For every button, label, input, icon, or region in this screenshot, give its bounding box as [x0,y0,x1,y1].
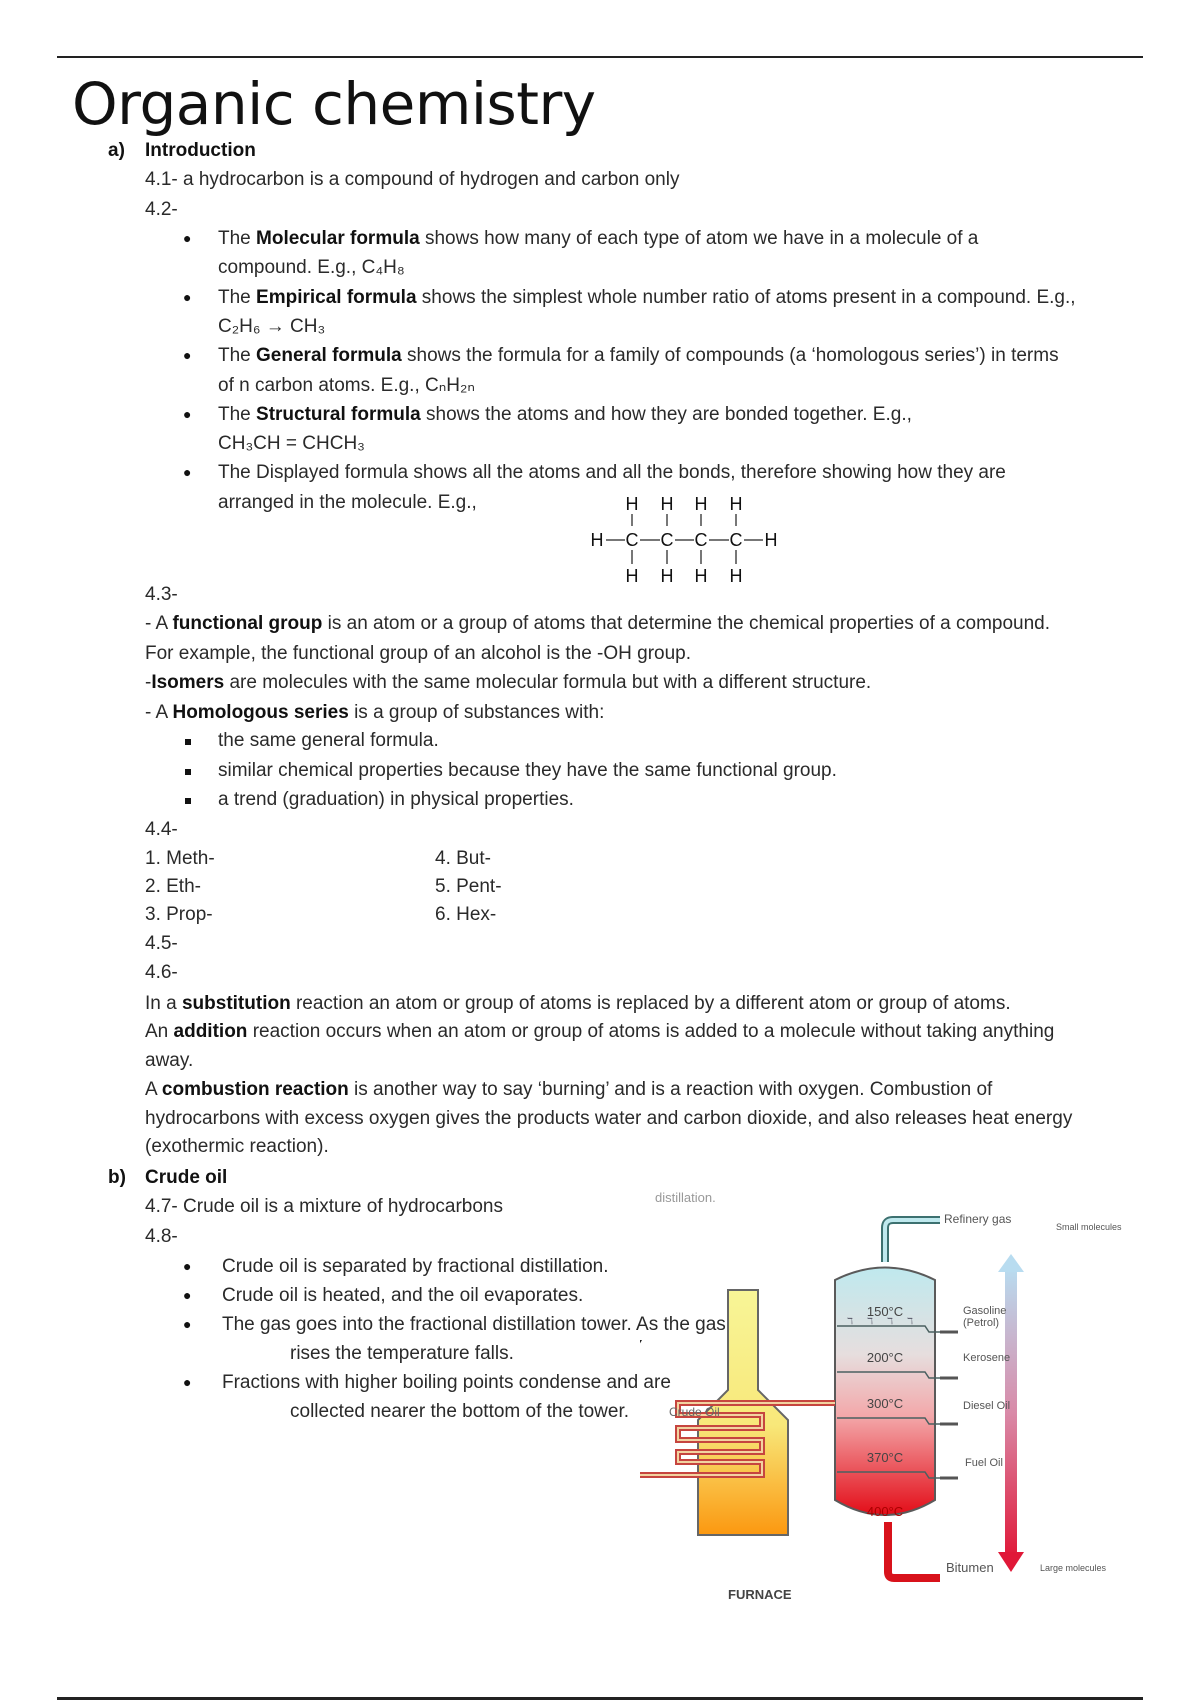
svg-text:H: H [590,530,604,550]
svg-text:370°C: 370°C [866,1450,904,1465]
combustion-definition-cont: hydrocarbons with excess oxygen gives the products water and carbon dioxide, and also releases heat energy [145,1108,1073,1129]
point-4-4-label: 4.4- [145,819,178,840]
formula-item-general: The General formula shows the formula for a family of compounds (a ‘homologous series’) in terms [218,345,1059,366]
point-4-6-label: 4.6- [145,962,178,983]
functional-group-definition: - A functional group is an atom or a group of atoms that determine the chemical properties of a compound. [145,613,1051,634]
top-rule [57,56,1143,58]
bullet-icon: ● [183,1316,192,1332]
large-molecules-label: Large molecules [1040,1563,1107,1573]
svg-text:H: H [729,566,743,586]
formula-item-empirical: The Empirical formula shows the simplest whole number ratio of atoms present in a compound. E.g., [218,287,1076,308]
point-4-2-label: 4.2- [145,199,178,220]
bullet-icon: ● [183,464,192,480]
svg-text:ℸ: ℸ [907,1317,913,1327]
svg-text:H: H [660,566,674,586]
homologous-item: a trend (graduation) in physical properties. [218,789,574,810]
svg-text:H: H [764,530,778,550]
svg-text:C: C [660,530,674,550]
bullet-icon: ● [183,347,192,363]
svg-text:H: H [625,494,639,514]
svg-text:ℸ: ℸ [847,1317,853,1327]
prefix-item: 1. Meth- [145,848,215,869]
svg-text:ℸ: ℸ [887,1317,893,1327]
crude-item-cont: rises the temperature falls. [290,1343,514,1364]
formula-example: of n carbon atoms. E.g., CₙH₂ₙ [218,375,475,396]
point-4-8-label: 4.8- [145,1226,178,1247]
fraction-petrol: (Petrol) [963,1317,1000,1329]
addition-definition: An addition reaction occurs when an atom or group of atoms is added to a molecule without taking anything [145,1021,1055,1042]
crude-item-cont: collected nearer the bottom of the tower. [290,1401,630,1422]
square-bullet-icon [185,739,191,745]
prefix-item: 3. Prop- [145,904,213,925]
svg-text:C: C [694,530,708,550]
bullet-icon: ● [183,406,192,422]
formula-item-displayed: The Displayed formula shows all the atoms and all the bonds, therefore showing how they are [218,462,1006,483]
crude-oil-label: Crude Oil [669,1405,720,1419]
svg-text:C: C [625,530,639,550]
substitution-definition: In a substitution reaction an atom or group of atoms is replaced by a different atom or group of atoms. [145,993,1011,1014]
butane-displayed-formula [585,490,785,590]
section-b-heading: Crude oil [145,1167,228,1188]
diagram-caption: distillation. [655,1190,716,1205]
svg-text:150°C: 150°C [866,1304,904,1319]
section-a-heading: Introduction [145,140,256,161]
square-bullet-icon [185,769,191,775]
bullet-icon: ● [183,289,192,305]
addition-definition-cont: away. [145,1050,194,1071]
combustion-definition: A combustion reaction is another way to say ‘burning’ and is a reaction with oxygen. Combustion of [145,1079,993,1100]
bullet-icon: ● [183,1258,192,1274]
fraction-bitumen: Bitumen [946,1560,994,1575]
formula-item-molecular: The Molecular formula shows how many of each type of atom we have in a molecule of a [218,228,979,249]
point-4-3-label: 4.3- [145,584,178,605]
crude-item: The gas goes into the fractional distillation tower. As the gas [222,1314,726,1335]
bullet-icon: ● [183,230,192,246]
svg-text:H: H [729,494,743,514]
prefix-item: 4. But- [435,848,491,869]
bullet-icon: ● [183,1287,192,1303]
formula-example: C₂H₆ → CH₃ [218,316,326,337]
fraction-diesel-oil: Diesel Oil [963,1400,1011,1412]
svg-text:ℸ: ℸ [867,1317,873,1327]
bullet-icon: ● [183,1374,192,1390]
crude-item: Crude oil is separated by fractional distillation. [222,1256,609,1277]
small-molecules-label: Small molecules [1056,1222,1122,1232]
formula-example: arranged in the molecule. E.g., [218,492,477,513]
furnace-label: FURNACE [728,1587,792,1602]
fraction-refinery-gas: Refinery gas [944,1212,1012,1226]
svg-text:H: H [625,566,639,586]
prefix-item: 6. Hex- [435,904,497,925]
point-4-1: 4.1- a hydrocarbon is a compound of hydrogen and carbon only [145,169,680,190]
combustion-definition-cont: (exothermic reaction). [145,1136,329,1157]
formula-example: compound. E.g., C₄H₈ [218,257,405,278]
functional-group-example: For example, the functional group of an alcohol is the -OH group. [145,643,692,664]
svg-text:200°C: 200°C [866,1350,904,1365]
point-4-5-label: 4.5- [145,933,178,954]
formula-example: CH₃CH = CHCH₃ [218,433,365,454]
fraction-gasoline: Gasoline [963,1305,1007,1317]
homologous-item: similar chemical properties because they have the same functional group. [218,760,837,781]
svg-text:300°C: 300°C [866,1396,904,1411]
svg-text:H: H [660,494,674,514]
point-4-7: 4.7- Crude oil is a mixture of hydrocarbons [145,1196,503,1217]
fraction-kerosene: Kerosene [963,1352,1011,1364]
crude-item: Crude oil is heated, and the oil evaporates. [222,1285,584,1306]
svg-text:H: H [694,566,708,586]
prefix-item: 5. Pent- [435,876,502,897]
fraction-fuel-oil: Fuel Oil [965,1457,1003,1469]
svg-text:C: C [729,530,743,550]
crude-item: Fractions with higher boiling points condense and are [222,1372,671,1393]
page-title: Organic chemistry [72,70,596,138]
svg-text:H: H [694,494,708,514]
section-a-marker: a) [108,140,125,161]
square-bullet-icon [185,798,191,804]
homologous-item: the same general formula. [218,730,439,751]
homologous-series-definition: - A Homologous series is a group of substances with: [145,702,605,723]
section-b-marker: b) [108,1167,126,1188]
isomers-definition: -Isomers are molecules with the same molecular formula but with a different structure. [145,672,872,693]
svg-text:400°C: 400°C [866,1504,904,1519]
prefix-item: 2. Eth- [145,876,201,897]
formula-item-structural: The Structural formula shows the atoms and how they are bonded together. E.g., [218,404,912,425]
